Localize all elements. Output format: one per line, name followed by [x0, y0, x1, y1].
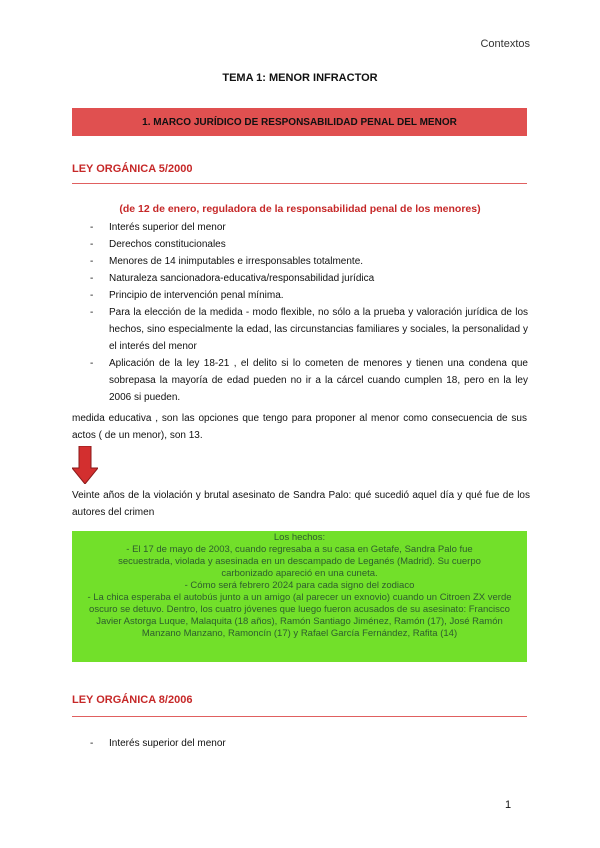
list-item: - Aplicación de la ley 18-21 , el delito si lo cometen de menores y tienen una condena que sobrepasa la mayoría de edad pueden no ir a la cárcel cuando cumplen 18, pero en la ley 2006 si pueden.	[90, 355, 528, 406]
list-item: - Menores de 14 inimputables e irresponsables totalmente.	[90, 253, 528, 270]
section-heading-box	[72, 108, 527, 136]
down-arrow-icon	[72, 446, 98, 484]
list-item: - Derechos constitucionales	[90, 236, 528, 253]
law-8-2006-heading: LEY ORGÁNICA 8/2006	[72, 694, 193, 706]
list-item: - Principio de intervención penal mínima.	[90, 287, 528, 304]
law-8-2006-list	[90, 735, 528, 752]
facts-highlight-box	[72, 531, 527, 662]
law-8-2006-divider	[72, 716, 527, 717]
list-item: - Interés superior del menor	[90, 219, 528, 236]
list-item: - Interés superior del menor	[90, 735, 528, 752]
section-heading-label: 1. MARCO JURÍDICO DE RESPONSABILIDAD PENAL DEL MENOR	[142, 116, 457, 128]
list-item: - Naturaleza sancionadora-educativa/responsabilidad jurídica	[90, 270, 528, 287]
facts-line: - El 17 de mayo de 2003, cuando regresaba a su casa en Getafe, Sandra Palo fue secuestrada, violada y asesinada en un descampado de Leganés (Madrid). Su cuerpo carbonizado apareció en una cuneta.	[118, 544, 481, 579]
law-5-2000-subtitle: (de 12 de enero, reguladora de la responsabilidad penal de los menores)	[119, 203, 481, 215]
article-intro: Veinte años de la violación y brutal asesinato de Sandra Palo: qué sucedió aquel día y qué fue de los autores del crimen	[72, 490, 530, 518]
facts-line: - La chica esperaba el autobús junto a un amigo (al parecer un exnovio) cuando un Citroen ZX verde oscuro se detuvo. Dentro, los cuatro jóvenes que luego fueron acusados de su asesinato: Francisco Javier Astorga Luque, Malaquita (18 años), Ramón Santiago Jiménez, Ramón (17), José Ramón Manzano Manzano, Ramoncín (17) y Rafael García Fernández, Rafita (14)	[87, 592, 512, 639]
facts-heading: Los hechos:	[273, 532, 326, 543]
law-5-2000-list	[90, 219, 528, 406]
medida-educativa-note: medida educativa , son las opciones que tengo para proponer al menor como consecuencia de sus actos ( de un menor), son 13.	[72, 413, 527, 441]
list-item: - Para la elección de la medida - modo flexible, no sólo a la prueba y valoración jurídica de los hechos, sino especialmente la edad, las circunstancias familiares y sociales, la personalidad y el interés del menor	[90, 304, 528, 355]
running-header: Contextos	[480, 38, 530, 50]
law-5-2000-heading: LEY ORGÁNICA 5/2000	[72, 163, 193, 175]
document-title: TEMA 1: MENOR INFRACTOR	[222, 72, 378, 84]
law-5-2000-divider	[72, 183, 527, 184]
facts-line: - Cómo será febrero 2024 para cada signo del zodiaco	[184, 580, 415, 591]
page-number: 1	[505, 799, 512, 811]
